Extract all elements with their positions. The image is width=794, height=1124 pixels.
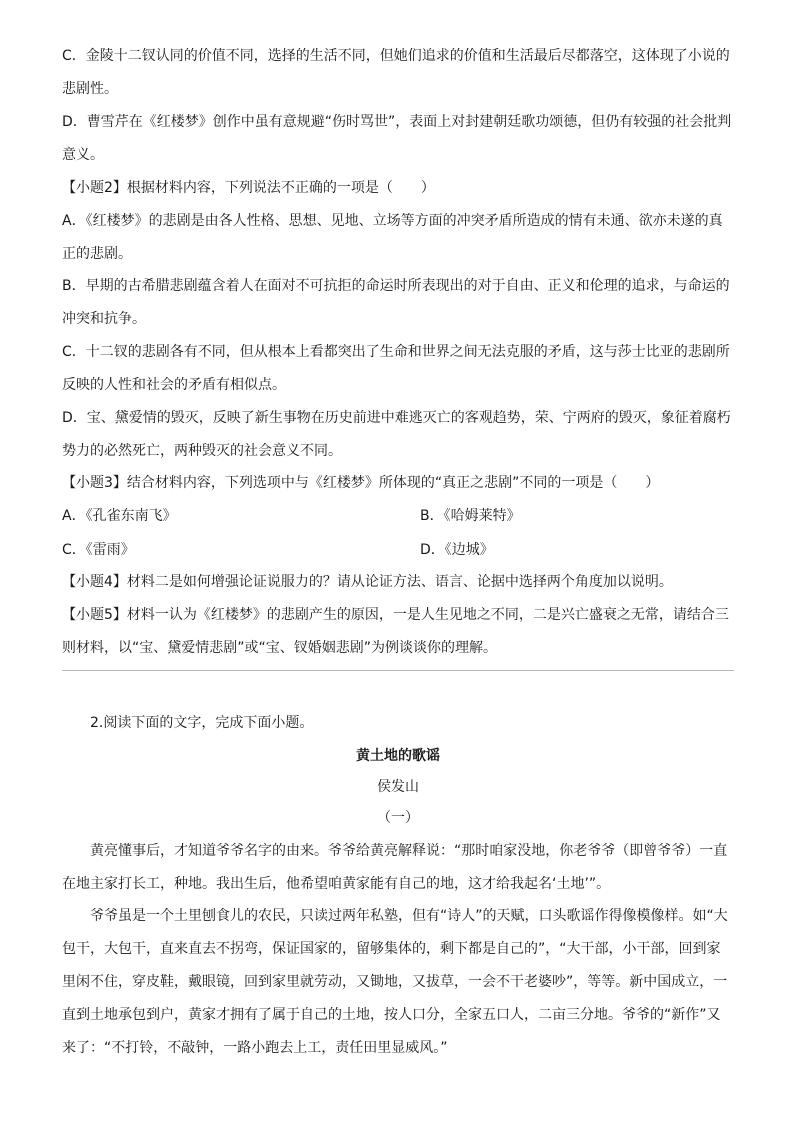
question-3-option-d: D．《边城》 <box>420 542 494 558</box>
article-title: 黄土地的歌谣 <box>356 748 440 764</box>
question-2-stem: 【小题2】根据材料内容，下列说法不正确的一项是（ ） <box>62 180 435 196</box>
question-4-stem: 【小题4】材料二是如何增强论证说服力的？请从论证方法、语言、论据中选择两个角度加以说明。 <box>62 574 673 590</box>
question-2-option-d: D．宝、黛爱情的毁灭，反映了新生事物在历史前进中难逃灭亡的客观趋势，荣、宁两府的毁灭，象征着腐朽势力的必然死亡，两种毁灭的社会意义不同。 <box>62 410 731 459</box>
article-author: 侯发山 <box>377 779 419 795</box>
option-c-text: C．金陵十二钗认同的价值不同，选择的生活不同，但她们追求的价值和生活最后尽都落空，这体现了小说的悲剧性。 <box>62 48 730 97</box>
section-divider <box>62 670 734 671</box>
question-3-option-a: A．《孔雀东南飞》 <box>62 508 177 524</box>
question-3-option-c: C．《雷雨》 <box>62 542 135 558</box>
question-2-option-a: A．《红楼梦》的悲剧是由各人性格、思想、见地、立场等方面的冲突矛盾所造成的情有未通、欲亦未遂的真正的悲剧。 <box>62 213 723 262</box>
reading-instruction: 2.阅读下面的文字，完成下面小题。 <box>90 715 314 731</box>
option-d-text: D．曹雪芹在《红楼梦》创作中虽有意规避“伤时骂世”，表面上对封建朝廷歌功颂德，但仍有较强的社会批判意义。 <box>62 114 732 163</box>
question-2-option-c: C．十二钗的悲剧各有不同，但从根本上看都突出了生命和世界之间无法克服的矛盾，这与莎士比亚的悲剧所反映的人性和社会的矛盾有相似点。 <box>62 344 730 393</box>
article-paragraph-1: 黄亮懂事后，才知道爷爷名字的由来。爷爷给黄亮解释说：“那时咱家没地，你老爷爷（即曾爷爷）一直在地主家打长工，种地。我出生后，他希望咱黄家能有自己的地，这才给我起名‘土地’”。 <box>62 843 728 892</box>
question-3-option-b: B．《哈姆莱特》 <box>420 508 521 524</box>
section-heading: （一） <box>377 810 419 826</box>
question-3-stem: 【小题3】结合材料内容，下列选项中与《红楼梦》所体现的“真正之悲剧”不同的一项是（ ） <box>62 475 660 491</box>
question-2-option-b: B．早期的古希腊悲剧蕴含着人在面对不可抗拒的命运时所表现出的对于自由、正义和伦理的追求，与命运的冲突和抗争。 <box>62 278 730 327</box>
question-5-stem: 【小题5】材料一认为《红楼梦》的悲剧产生的原因，一是人生见地之不同，二是兴亡盛衰之无常，请结合三则材料，以“宝、黛爱情悲剧”或“宝、钗婚姻悲剧”为例谈谈你的理解。 <box>62 607 729 656</box>
article-paragraph-2: 爷爷虽是一个土里刨食儿的农民，只读过两年私塾，但有“诗人”的天赋，口头歌谣作得像模像样。如“大包干，大包干，直来直去不拐弯，保证国家的，留够集体的，剩下都是自己的”，“大干部，小干部，回到家里闲不住，穿皮鞋，戴眼镜，回到家里就劳动，又锄地，又拔草，一会不干老婆吵”，等等。新中国成立，一直到土地承包到户，黄家才拥有了属于自己的土地，按人口分，全家五口人，二亩三分地。爷爷的“新作”又来了：“不打铃，不敲钟，一路小跑去上工，责任田里显威风。” <box>62 908 728 1056</box>
